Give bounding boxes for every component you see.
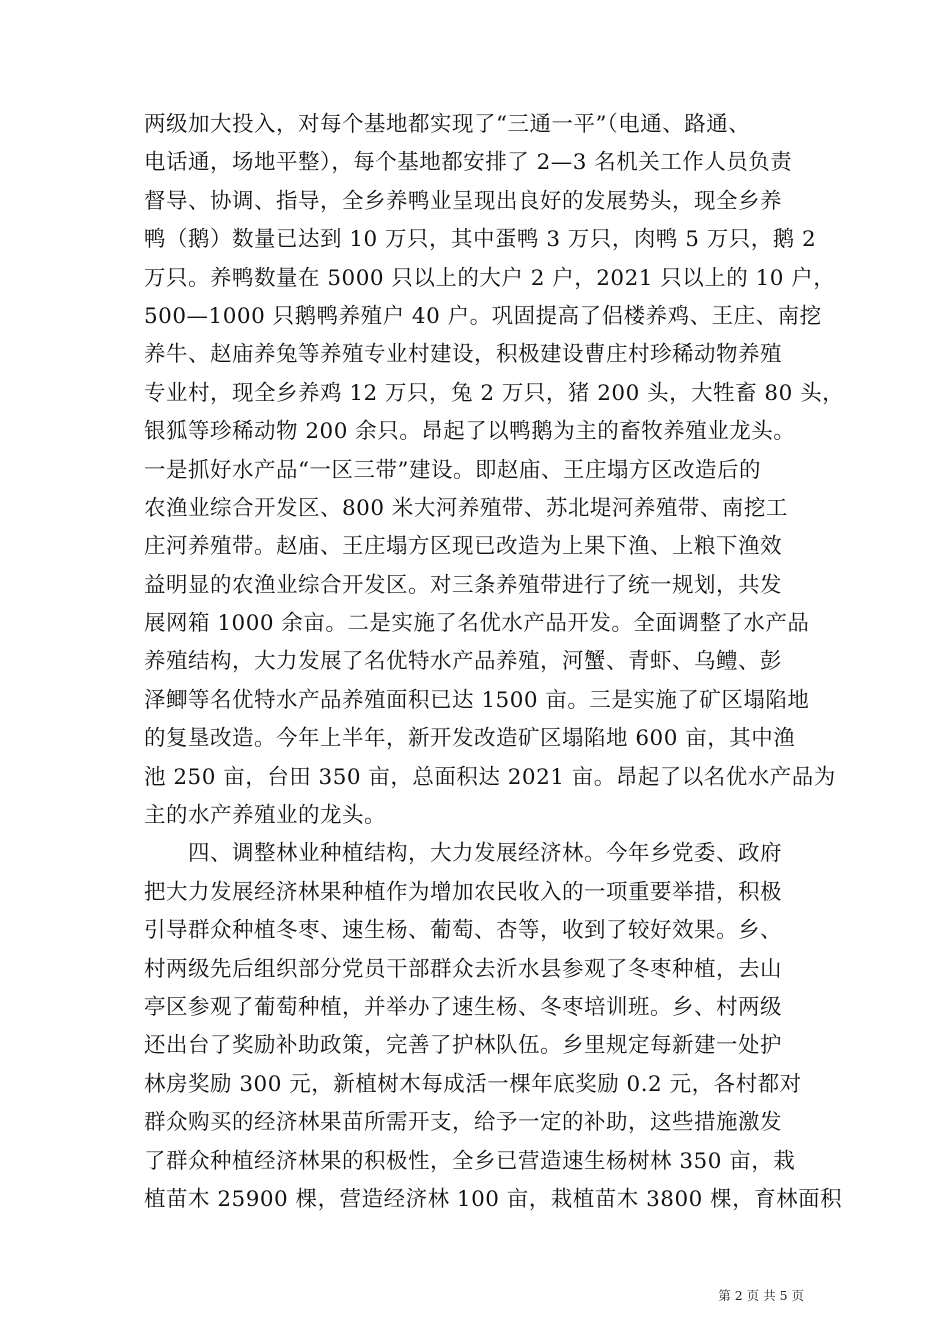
text-line: 养殖结构，大力发展了名优特水产品养殖，河蟹、青虾、乌鳢、彭 [144,649,783,675]
text-line: 主的水产养殖业的龙头。 [144,803,387,829]
text-line: 引导群众种植冬枣、速生杨、葡萄、杏等，收到了较好效果。乡、 [144,918,783,944]
text-line: 农渔业综合开发区、800 米大河养殖带、苏北堤河养殖带、南挖工 [144,495,788,521]
text-line: 亭区参观了葡萄种植，并举办了速生杨、冬枣培训班。乡、村两级 [144,994,783,1020]
text-line: 把大力发展经济林果种植作为增加农民收入的一项重要举措，积极 [144,879,783,905]
text-line: 植苗木 25900 棵，营造经济林 100 亩，栽植苗木 3800 棵，育林面积 [144,1186,843,1212]
text-line: 万只。养鸭数量在 5000 只以上的大户 2 户，2021 只以上的 10 户， [144,265,836,291]
text-line: 林房奖励 300 元，新植树木每成活一棵年底奖励 0.2 元，各村都对 [144,1071,802,1097]
text-line: 还出台了奖励补助政策，完善了护林队伍。乡里规定每新建一处护 [144,1033,783,1059]
text-line: 养牛、赵庙养兔等养殖专业村建设，积极建设曹庄村珍稀动物养殖 [144,342,783,368]
text-line: 群众购买的经济林果苗所需开支，给予一定的补助，这些措施激发 [144,1110,783,1136]
text-line: 四、调整林业种植结构，大力发展经济林。今年乡党委、政府 [144,841,783,867]
text-line: 的复垦改造。今年上半年，新开发改造矿区塌陷地 600 亩，其中渔 [144,726,796,752]
text-line: 电话通，场地平整），每个基地都安排了 2—3 名机关工作人员负责 [144,150,793,176]
page-number: 第 2 页 共 5 页 [718,1288,804,1303]
text-line: 一是抓好水产品“一区三带”建设。即赵庙、王庄塌方区改造后的 [144,457,761,483]
text-line: 鸭（鹅）数量已达到 10 万只，其中蛋鸭 3 万只，肉鸭 5 万只，鹅 2 [144,227,817,253]
text-line: 展网箱 1000 余亩。二是实施了名优水产品开发。全面调整了水产品 [144,611,810,637]
document-body [144,106,845,1219]
text-line: 益明显的农渔业综合开发区。对三条养殖带进行了统一规划，共发 [144,572,783,598]
text-line: 银狐等珍稀动物 200 余只。昂起了以鸭鹅为主的畜牧养殖业龙头。 [144,419,796,445]
text-line: 泽鲫等名优特水产品养殖面积已达 1500 亩。三是实施了矿区塌陷地 [144,687,810,713]
text-line: 督导、协调、指导，全乡养鸭业呈现出良好的发展势头，现全乡养 [144,188,783,214]
text-line: 500—1000 只鹅鸭养殖户 40 户。巩固提高了侣楼养鸡、王庄、南挖 [144,303,822,329]
text-line: 庄河养殖带。赵庙、王庄塌方区现已改造为上果下渔、上粮下渔效 [144,534,783,560]
text-line: 了群众种植经济林果的积极性，全乡已营造速生杨树林 350 亩，栽 [144,1148,796,1174]
text-line: 村两级先后组织部分党员干部群众去沂水县参观了冬枣种植，去山 [144,956,783,982]
text-line: 专业村，现全乡养鸡 12 万只，兔 2 万只，猪 200 头，大牲畜 80 头， [144,380,845,406]
text-line: 两级加大投入，对每个基地都实现了“三通一平”（电通、路通、 [144,112,751,137]
text-line: 池 250 亩，台田 350 亩，总面积达 2021 亩。昂起了以名优水产品为 [144,764,836,790]
